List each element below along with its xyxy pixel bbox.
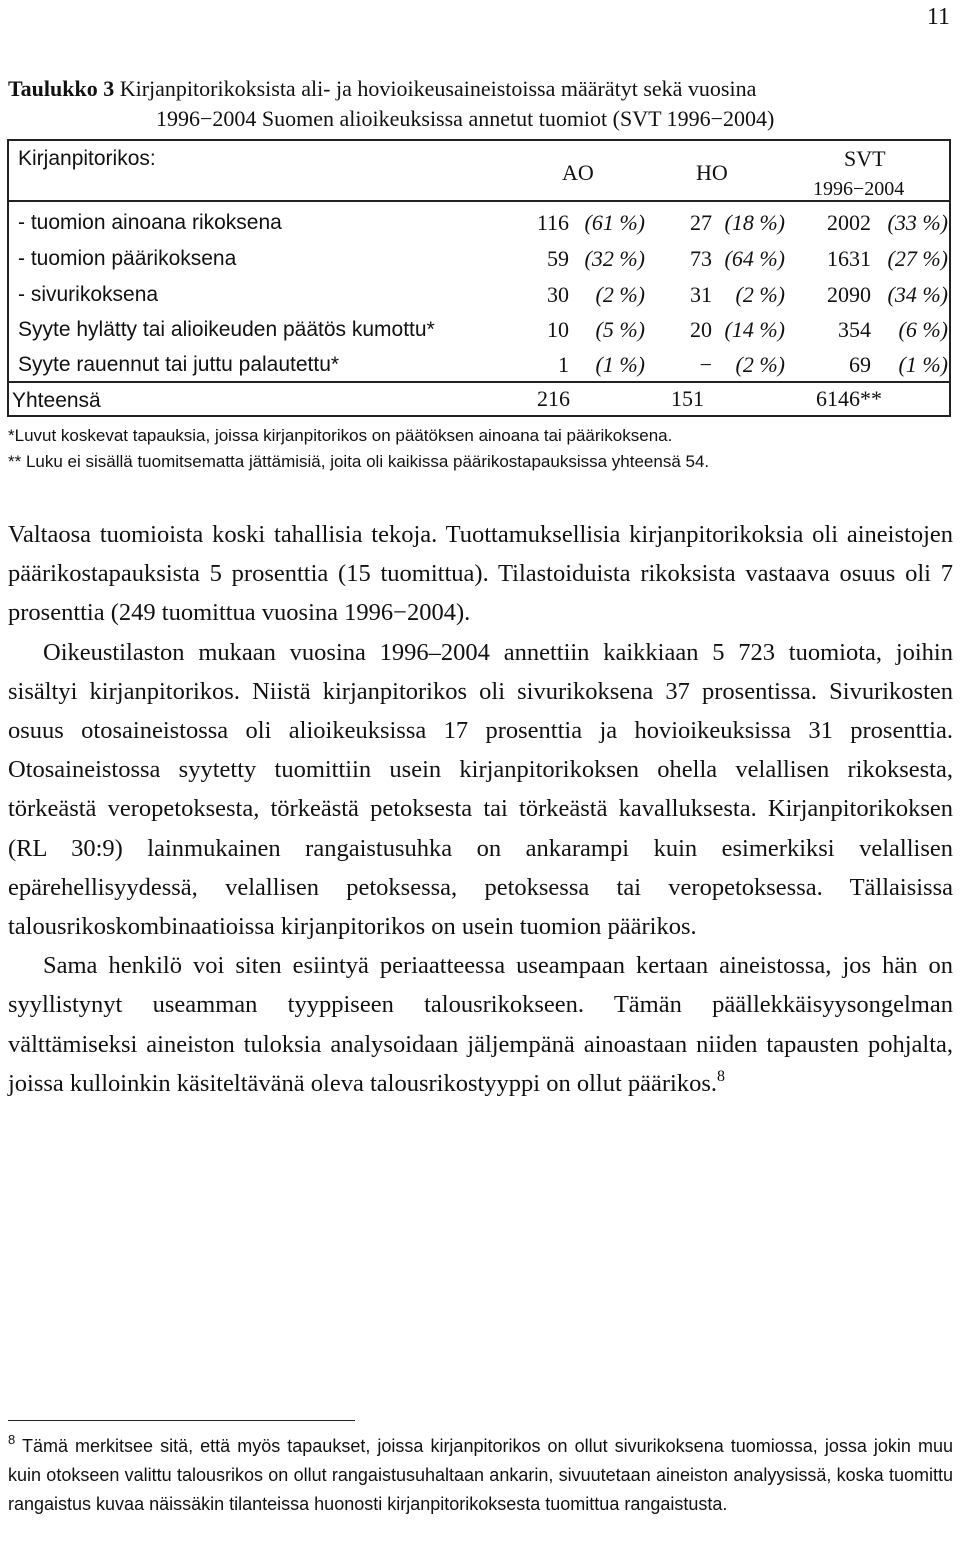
cell-ho-percent: (2 %) — [735, 282, 785, 307]
cell-svt-percent: (27 %) — [887, 246, 948, 271]
row-label: - tuomion ainoana rikoksena — [18, 211, 282, 234]
table-caption-text: Kirjanpitorikoksista ali- ja hovioikeusaineistoissa määrätyt sekä vuosina — [119, 76, 757, 101]
paragraph-1: Valtaosa tuomioista koski tahallisia tekoja. Tuottamuksellisia kirjanpitorikoksia oli aineistojen päärikostapauksista 5 prosenttia (15 tuomittua). Tilastoiduista rikoksista vastaava osuus oli 7 prosenttia (249 tuomittua vuosina 1996−2004). — [8, 521, 953, 627]
total-svt: 6146** — [816, 386, 882, 411]
cell-ao-count: 30 — [547, 282, 569, 307]
table-caption-line2: 1996−2004 Suomen alioikeuksissa annetut tuomiot (SVT 1996−2004) — [156, 106, 775, 131]
column-header-ho: HO — [696, 160, 728, 185]
total-ao: 216 — [537, 386, 570, 411]
footnote-reference[interactable]: 8 — [717, 1067, 726, 1085]
table-caption-line1 — [8, 74, 954, 104]
cell-ho-percent: (14 %) — [724, 317, 785, 342]
table-header-label: Kirjanpitorikos: — [18, 147, 156, 170]
row-label: - sivurikoksena — [18, 283, 159, 306]
cell-ho-count: 31 — [690, 282, 712, 307]
cell-ho-count: 27 — [690, 210, 712, 235]
body-text — [8, 515, 953, 1103]
footnote-text: Tämä merkitsee sitä, että myös tapaukset, joissa kirjanpitorikos on ollut sivurikoksena tuomiossa, jossa jokin muu kuin otokseen valittu talousrikos on ollut rangaistusuhaltaan ankarin, sivuutetaan aineiston analyysissä, koska tuomittu rangaistus kuvaa näissäkin tilanteissa huonosti kirjanpitorikoksesta tuomittua rangaistusta. — [8, 1436, 953, 1514]
cell-svt-count: 69 — [849, 352, 871, 377]
row-label: Syyte rauennut tai juttu palautettu* — [18, 353, 340, 376]
row-label: - tuomion päärikoksena — [18, 247, 237, 270]
total-ho: 151 — [671, 386, 704, 411]
cell-svt-percent: (6 %) — [898, 317, 948, 342]
table-note-1: *Luvut koskevat tapauksia, joissa kirjanpitorikos on päätöksen ainoana tai päärikoksena. — [8, 426, 673, 445]
cell-ho-count: 73 — [690, 246, 712, 271]
cell-ho-count: − — [699, 352, 712, 377]
footnote-separator — [8, 1420, 355, 1421]
paragraph-3-text: Sama henkilö voi siten esiintyä periaatteessa useampaan kertaan aineistossa, jos hän on syyllistynyt useamman tyyppiseen talousrikokseen. Tämän päällekkäisyysongelman välttämiseksi aineiston tuloksia analysoidaan jäljempänä ainoastaan niiden tapausten pohjalta, joissa kulloinkin käsiteltävänä oleva talousrikostyyppi on ollut päärikos. — [8, 952, 953, 1097]
cell-ao-count: 59 — [547, 246, 569, 271]
cell-ho-percent: (64 %) — [724, 246, 785, 271]
footnote-marker: 8 — [8, 1432, 16, 1447]
cell-ao-percent: (32 %) — [584, 246, 645, 271]
cell-svt-count: 354 — [838, 317, 871, 342]
column-header-svt: SVT — [844, 146, 886, 171]
cell-ao-count: 116 — [536, 210, 569, 235]
cell-ho-percent: (18 %) — [724, 210, 785, 235]
cell-svt-count: 2002 — [827, 210, 871, 235]
cell-ao-count: 1 — [558, 352, 569, 377]
table-note-2: ** Luku ei sisällä tuomitsematta jättämisiä, joita oli kaikissa päärikostapauksissa yhteensä 54. — [8, 452, 710, 471]
cell-ao-percent: (5 %) — [595, 317, 645, 342]
row-label: Syyte hylätty tai alioikeuden päätös kumottu* — [18, 318, 435, 341]
cell-ao-percent: (61 %) — [584, 210, 645, 235]
cell-ao-count: 10 — [547, 317, 569, 342]
cell-ho-percent: (2 %) — [735, 352, 785, 377]
cell-svt-count: 2090 — [827, 282, 871, 307]
footnote — [8, 1432, 953, 1519]
table-header-rule — [7, 200, 951, 202]
column-header-ao: AO — [562, 160, 594, 185]
cell-ao-percent: (1 %) — [595, 352, 645, 377]
cell-ho-count: 20 — [690, 317, 712, 342]
cell-ao-percent: (2 %) — [595, 282, 645, 307]
total-label: Yhteensä — [12, 389, 101, 412]
table-caption — [8, 74, 954, 134]
cell-svt-count: 1631 — [827, 246, 871, 271]
table-caption-label: Taulukko 3 — [8, 76, 115, 101]
page-number: 11 — [926, 4, 950, 30]
cell-svt-percent: (1 %) — [898, 352, 948, 377]
table-total-rule — [7, 381, 951, 383]
paragraph-3 — [8, 946, 953, 1103]
paragraph-2: Oikeustilaston mukaan vuosina 1996–2004 annettiin kaikkiaan 5 723 tuomiota, joihin sisältyi kirjanpitorikos. Niistä kirjanpitorikos oli sivurikoksena 37 prosentissa. Sivurikosten osuus otosaineistossa oli alioikeuksissa 17 prosenttia ja hovioikeuksissa 31 prosenttia. Otosaineistossa syytetty tuomittiin usein kirjanpitorikoksen ohella velallisen rikoksesta, törkeästä veropetoksesta, törkeästä petoksesta tai törkeästä kavalluksesta. Kirjanpitorikoksen (RL 30:9) lainmukainen rangaistusuhka on ankarampi kuin esimerkiksi velallisen epärehellisyydessä, velallisen petoksessa, petoksessa tai veropetoksessa. Tällaisissa talousrikoskombinaatioissa kirjanpitorikos on usein tuomion päärikos. — [8, 638, 953, 941]
cell-svt-percent: (34 %) — [887, 282, 948, 307]
cell-svt-percent: (33 %) — [887, 210, 948, 235]
column-header-svt-years: 1996−2004 — [813, 178, 905, 200]
